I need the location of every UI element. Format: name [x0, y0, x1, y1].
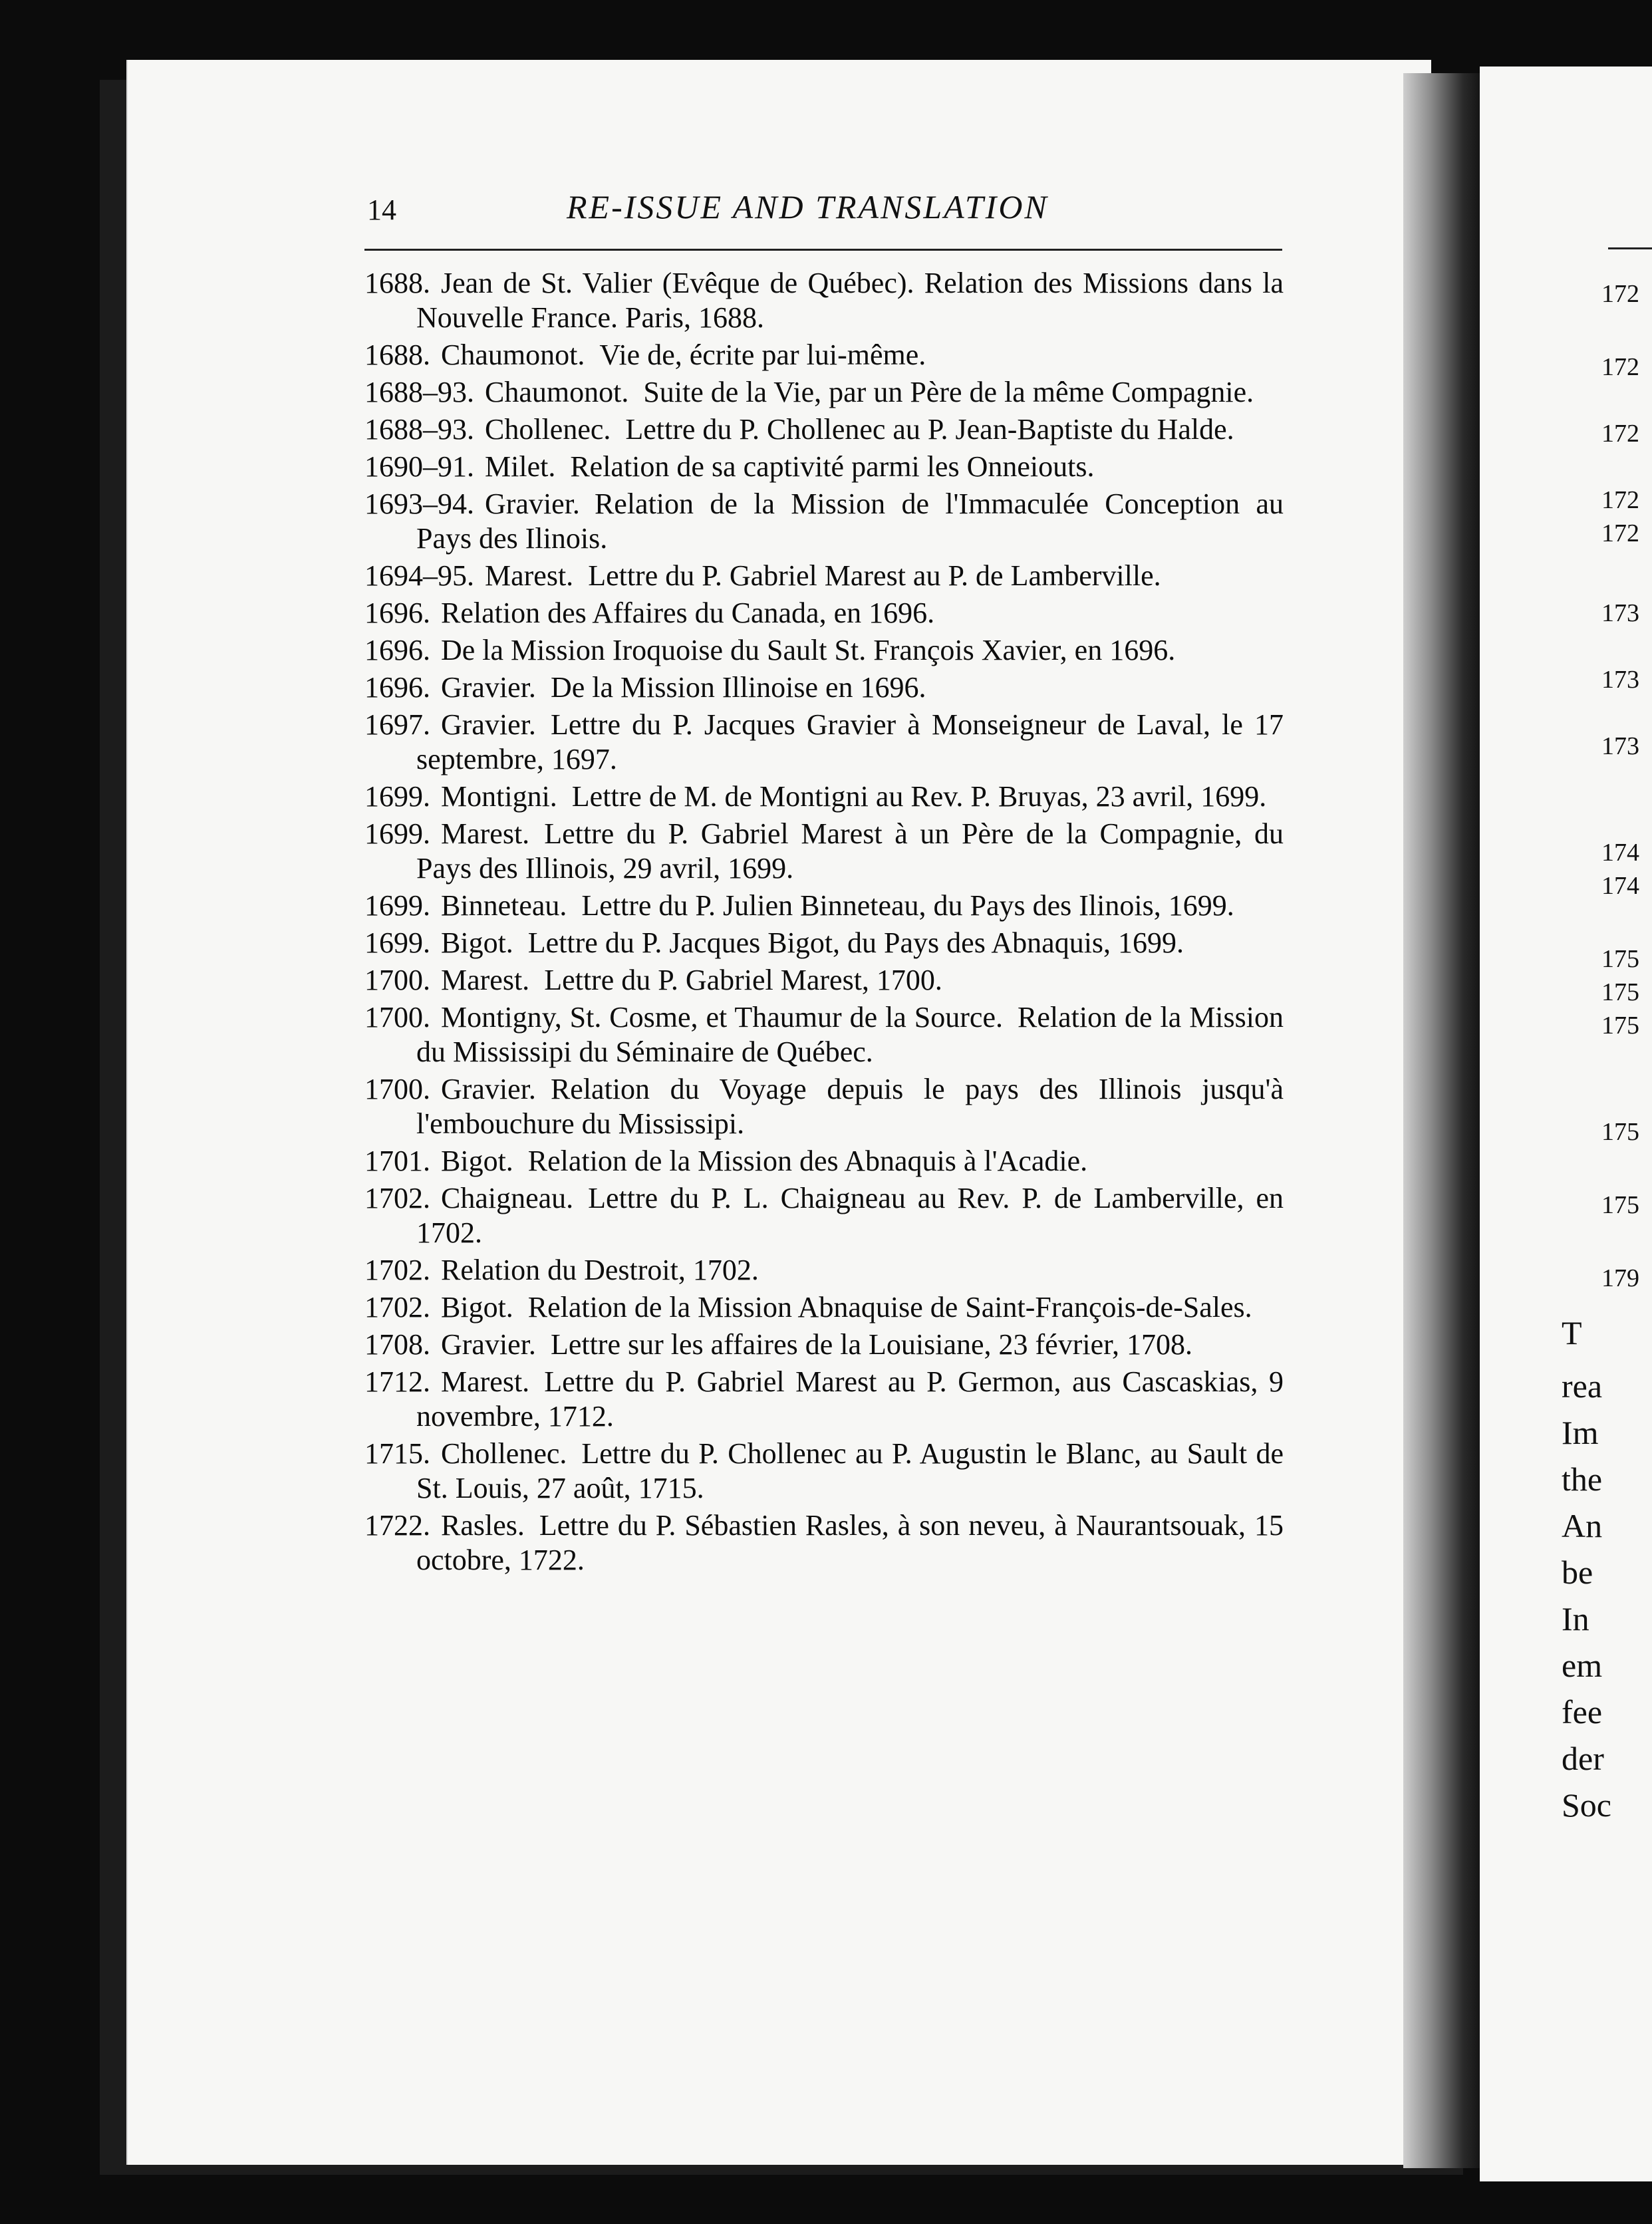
facing-word-fragment: rea: [1562, 1367, 1603, 1405]
entry-text: Lettre du P. Jacques Bigot, du Pays des Abnaquis, 1699.: [527, 926, 1184, 959]
bibliography-entry: [364, 412, 1284, 447]
facing-header-rule: [1608, 247, 1652, 249]
entry-text: Relation des Affaires du Canada, en 1696.: [441, 597, 935, 629]
facing-word-fragment: T: [1562, 1314, 1582, 1351]
bibliography-entry: [364, 338, 1284, 372]
entry-text: Relation de la Mission du Mississipi du Séminaire de Québec.: [416, 1001, 1284, 1068]
entry-year: 1700.: [364, 964, 430, 996]
entry-text: Relation de la Mission de l'Immaculée Conception au Pays des Ilinois.: [416, 487, 1284, 555]
bibliography-entry: [364, 1253, 1284, 1288]
entry-year: 1693–94.: [364, 487, 474, 520]
bibliography-entry: [364, 487, 1284, 556]
entry-year: 1722.: [364, 1509, 430, 1542]
bibliography-entry: [364, 559, 1284, 593]
bibliography-entry: [364, 926, 1284, 960]
entry-year: 1699.: [364, 780, 430, 813]
entry-text: Relation du Voyage depuis le pays des Illinois jusqu'à l'embouchure du Mississipi.: [416, 1073, 1284, 1140]
entry-text: Lettre du P. Chollenec au P. Augustin le Blanc, au Sault de St. Louis, 27 août, 1715.: [416, 1437, 1284, 1504]
entry-year: 1696.: [364, 597, 430, 629]
facing-year-fragment: 174: [1601, 872, 1639, 900]
entry-text: De la Mission Iroquoise du Sault St. François Xavier, en 1696.: [441, 634, 1176, 666]
entry-author: Chollenec.: [485, 413, 611, 446]
bibliography-entry: [364, 266, 1284, 335]
entry-author: Chollenec.: [441, 1437, 567, 1470]
entry-year: 1696.: [364, 671, 430, 704]
facing-word-fragment: the: [1562, 1460, 1603, 1498]
entry-text: Relation du Destroit, 1702.: [441, 1254, 759, 1286]
bibliography-entry: [364, 1290, 1284, 1325]
entry-author: Chaumonot.: [441, 339, 585, 371]
entry-year: 1699.: [364, 926, 430, 959]
entry-text: Lettre du P. L. Chaigneau au Rev. P. de Lamberville, en 1702.: [416, 1182, 1284, 1249]
entry-year: 1699.: [364, 889, 430, 922]
entry-year: 1688–93.: [364, 413, 474, 446]
bibliography-entry: [364, 1072, 1284, 1141]
entry-author: Bigot.: [441, 926, 513, 959]
facing-year-fragment: 172: [1601, 353, 1639, 381]
entry-year: 1702.: [364, 1254, 430, 1286]
entry-author: Marest.: [441, 964, 530, 996]
entry-text: Lettre du P. Gabriel Marest au P. de Lamberville.: [588, 559, 1161, 592]
bibliography-entry: [364, 1437, 1284, 1506]
entry-author: Rasles.: [441, 1509, 525, 1542]
entry-author: Marest.: [441, 1365, 530, 1398]
bibliography-entry: [364, 889, 1284, 923]
entry-year: 1694–95.: [364, 559, 474, 592]
running-head: RE-ISSUE AND TRANSLATION: [567, 188, 1049, 225]
entry-year: 1699.: [364, 817, 430, 850]
facing-year-fragment: 173: [1601, 666, 1639, 694]
entry-text: Lettre du P. Chollenec au P. Jean-Baptiste du Halde.: [625, 413, 1234, 446]
entry-year: 1690–91.: [364, 450, 474, 483]
page-number: 14: [367, 194, 396, 226]
bibliography-entry: [364, 633, 1284, 668]
entry-year: 1700.: [364, 1001, 430, 1034]
entry-text: Vie de, écrite par lui-même.: [599, 339, 926, 371]
entry-author: Gravier.: [441, 1328, 536, 1361]
facing-word-fragment: em: [1562, 1647, 1603, 1684]
facing-word-fragment: In: [1562, 1600, 1589, 1637]
facing-year-fragment: 175: [1601, 945, 1639, 973]
bibliography-entry: [364, 1327, 1284, 1362]
bibliography-entry: [364, 963, 1284, 998]
bibliography-entry: [364, 1508, 1284, 1578]
entry-year: 1702.: [364, 1182, 430, 1214]
entry-text: Lettre du P. Jacques Gravier à Monseigneur de Laval, le 17 septembre, 1697.: [416, 708, 1284, 775]
entry-year: 1715.: [364, 1437, 430, 1470]
bibliography-list: [364, 266, 1284, 1580]
facing-year-fragment: 173: [1601, 599, 1639, 627]
entry-text: Lettre du P. Gabriel Marest à un Père de la Compagnie, du Pays des Illinois, 29 avril, 1699.: [416, 817, 1284, 885]
entry-author: Montigni.: [441, 780, 557, 813]
bibliography-entry: [364, 708, 1284, 777]
entry-text: De la Mission Illinoise en 1696.: [550, 671, 926, 704]
facing-word-fragment: fee: [1562, 1693, 1603, 1731]
entry-text: Lettre du P. Julien Binneteau, du Pays des Ilinois, 1699.: [581, 889, 1234, 922]
entry-year: 1697.: [364, 708, 430, 741]
entry-author: Gravier.: [441, 671, 536, 704]
facing-year-fragment: 179: [1601, 1264, 1639, 1292]
entry-author: Marest.: [441, 817, 530, 850]
bibliography-entry: [364, 1144, 1284, 1179]
facing-word-fragment: Im: [1562, 1414, 1599, 1451]
entry-author: Marest.: [485, 559, 574, 592]
bibliography-entry: [364, 1181, 1284, 1250]
entry-text: Lettre du P. Sébastien Rasles, à son neveu, à Naurantsouak, 15 octobre, 1722.: [416, 1509, 1284, 1576]
entry-author: Milet.: [485, 450, 556, 483]
page-header: [367, 188, 1285, 234]
facing-year-fragment: 175: [1601, 1118, 1639, 1146]
header-rule: [364, 249, 1282, 251]
entry-year: 1701.: [364, 1145, 430, 1177]
facing-year-fragment: 172: [1601, 280, 1639, 308]
facing-year-fragment: 172: [1601, 519, 1639, 547]
entry-text: Relation de la Mission Abnaquise de Saint-François-de-Sales.: [527, 1291, 1252, 1323]
bibliography-entry: [364, 1000, 1284, 1069]
entry-author: Chaumonot.: [485, 376, 629, 408]
facing-year-fragment: 172: [1601, 420, 1639, 448]
entry-text: Jean de St. Valier (Evêque de Québec). Relation des Missions dans la Nouvelle France. Paris, 1688.: [416, 267, 1284, 334]
facing-year-fragment: 174: [1601, 839, 1639, 867]
entry-year: 1688.: [364, 267, 430, 299]
entry-author: Gravier.: [485, 487, 580, 520]
entry-year: 1688.: [364, 339, 430, 371]
book-gutter: [1403, 73, 1483, 2168]
facing-word-fragment: An: [1562, 1507, 1603, 1544]
entry-author: Bigot.: [441, 1291, 513, 1323]
entry-author: Bigot.: [441, 1145, 513, 1177]
bibliography-entry: [364, 670, 1284, 705]
entry-year: 1688–93.: [364, 376, 474, 408]
facing-year-fragment: 175: [1601, 978, 1639, 1006]
entry-year: 1702.: [364, 1291, 430, 1323]
facing-year-fragment: 172: [1601, 486, 1639, 514]
entry-author: Gravier.: [441, 1073, 536, 1105]
entry-year: 1696.: [364, 634, 430, 666]
entry-text: Lettre de M. de Montigni au Rev. P. Bruyas, 23 avril, 1699.: [571, 780, 1267, 813]
bibliography-entry: [364, 817, 1284, 886]
entry-text: Relation de sa captivité parmi les Onneiouts.: [570, 450, 1095, 483]
facing-word-fragment: der: [1562, 1740, 1604, 1777]
bibliography-entry: [364, 375, 1284, 410]
entry-text: Lettre du P. Gabriel Marest, 1700.: [544, 964, 942, 996]
bibliography-entry: [364, 596, 1284, 630]
facing-year-fragment: 175: [1601, 1012, 1639, 1040]
entry-year: 1700.: [364, 1073, 430, 1105]
entry-text: Relation de la Mission des Abnaquis à l'Acadie.: [527, 1145, 1088, 1177]
bibliography-entry: [364, 779, 1284, 814]
bibliography-entry: [364, 450, 1284, 484]
entry-year: 1708.: [364, 1328, 430, 1361]
entry-text: Lettre du P. Gabriel Marest au P. Germon, aus Cascaskias, 9 novembre, 1712.: [416, 1365, 1284, 1433]
entry-author: Chaigneau.: [441, 1182, 574, 1214]
entry-author: Gravier.: [441, 708, 536, 741]
entry-text: Lettre sur les affaires de la Louisiane, 23 février, 1708.: [550, 1328, 1192, 1361]
bibliography-entry: [364, 1365, 1284, 1434]
facing-word-fragment: Soc: [1562, 1786, 1611, 1824]
facing-year-fragment: 173: [1601, 732, 1639, 760]
entry-author: Binneteau.: [441, 889, 567, 922]
facing-word-fragment: be: [1562, 1554, 1593, 1591]
entry-text: Suite de la Vie, par un Père de la même Compagnie.: [643, 376, 1254, 408]
facing-year-fragment: 175: [1601, 1191, 1639, 1219]
entry-author: Montigny, St. Cosme, et Thaumur de la Source.: [441, 1001, 1003, 1034]
entry-year: 1712.: [364, 1365, 430, 1398]
